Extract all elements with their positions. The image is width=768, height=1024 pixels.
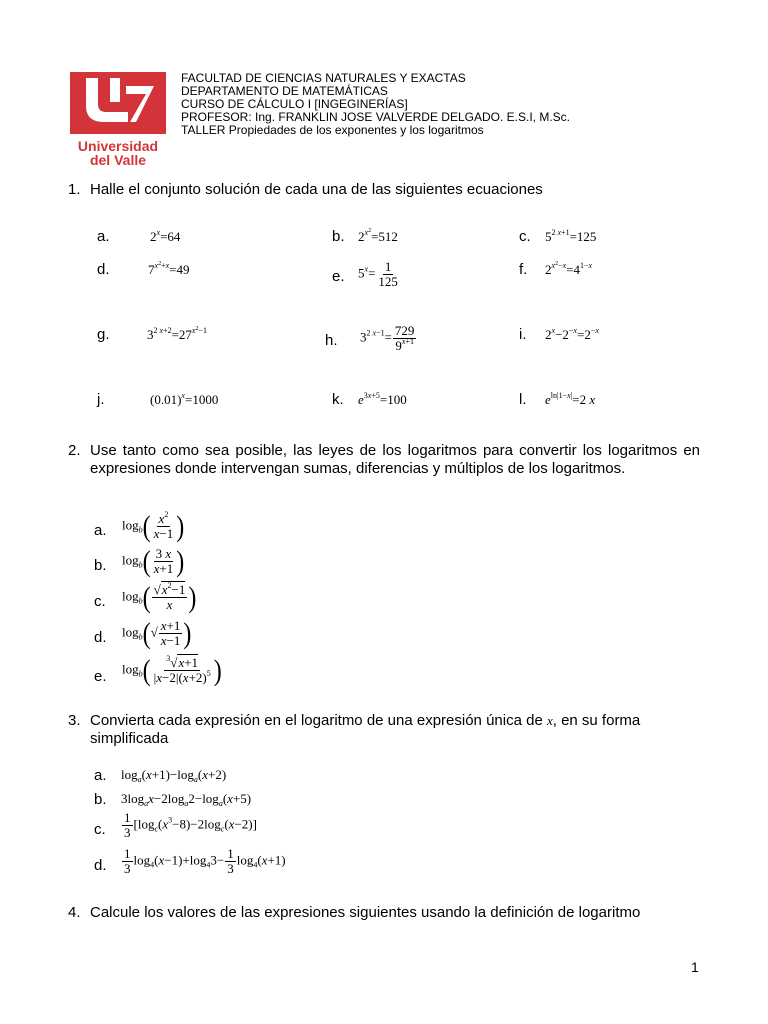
q1-eq-l: $e^{ln|1-x|}=2$ x [545,391,596,407]
q2-label-b: b. [94,557,107,574]
q2-label-a: a. [94,522,107,539]
q1-label-d: d. [97,261,110,278]
q2-expr-c: $\log_b$( $\frac{√x^2-1}{x}$ ) [122,581,197,614]
q1-label-f: f. [519,261,528,278]
q1-label-l: l. [519,391,527,408]
q1-eq-d: $7^{x^2+x}=49$ [148,261,190,277]
q1-eq-e: $5^x=$ $\frac{1}{125}$ [358,259,398,289]
q3-label-a: a. [94,767,107,784]
q3-text-before: Convierta cada expresión en el logaritmo de una expresión única de [90,712,547,729]
q2-expr-b: $\log_b$( $\frac{3 x}{x+1}$ ) [122,545,185,578]
page-number: 1 [691,959,699,975]
header-faculty: FACULTAD DE CIENCIAS NATURALES Y EXACTAS [181,71,466,85]
q1-eq-c: $5^{2 x+1}=125$ [545,228,597,244]
q1-number: 1. [68,181,81,198]
q3-expr-b: $3\log_ax-2\log_a2-\log_a(x+5)$ [121,791,252,808]
q1-eq-h: $3^{2 x-1}=$ $\frac{729}{9^{x+1}}$ [360,323,415,353]
q1-eq-k: $e^{3x+5}=100$ [358,391,407,407]
q3-label-b: b. [94,791,107,808]
q1-eq-f: $2^{x^2-x}=4^{1-x}$ [545,261,593,277]
q2-expr-e: $\log_b$( $\frac{^3√x+1}{|x-2|(x+2)^5}$ ) [122,654,222,687]
logo-emblem [70,72,166,134]
q3-label-d: d. [94,857,107,874]
university-logo [70,72,166,168]
q1-label-e: e. [332,268,345,285]
q1-eq-j: $(0.01)^x=1000$ [150,391,219,407]
logo-text-line2: del Valle [89,152,147,168]
q1-eq-g: $3^{2 x+2}=27^{x^2-1}$ [147,326,207,342]
header-department: DEPARTAMENTO DE MATEMÁTICAS [181,84,388,98]
q3-number: 3. [68,712,81,729]
header-workshop: TALLER Propiedades de los exponentes y los logaritmos [181,123,484,137]
header [181,72,570,137]
q2-label-e: e. [94,668,107,685]
q4-number: 4. [68,904,81,921]
q2-expr-a: $\log_b$( $\frac{x^2}{x-1}$ ) [122,510,185,543]
q3-var: x [546,713,553,728]
q3-text-after: , en su forma simplificada [90,712,641,747]
q1-eq-b: $2^{x^2}=512$ [358,228,398,244]
q2-label-c: c. [94,593,106,610]
q1-label-g: g. [97,326,110,343]
q3-label-c: c. [94,821,106,838]
q1-text: Halle el conjunto solución de cada una de las siguientes ecuaciones [90,181,543,198]
q1-label-j: j. [97,391,105,408]
q2-label-d: d. [94,629,107,646]
q2-text: Use tanto como sea posible, las leyes de los logaritmos para convertir los logaritmos en expresiones donde intervengan sumas, diferencias y múltiplos de los logaritmos. [90,442,700,477]
header-course: CURSO DE CÁLCULO I [INGEGINERÍAS] [181,97,408,111]
q4-text: Calcule los valores de las expresiones siguientes usando la definición de logaritmo [90,904,641,921]
q3-expr-d: $\frac{1}{3}$ $\log_4(x-1)+\log_43-$ $\frac{1}{3}$ $\log_4(x+1)$ [124,846,286,876]
q2-number: 2. [68,442,81,459]
q3-expr-a: $\log_a(x+1)-\log_a(x+2)$ [121,767,227,784]
q1-label-i: i. [519,326,527,343]
logo-text-line1: Universidad [77,138,159,154]
q1-label-h: h. [325,332,338,349]
q1-label-b: b. [332,228,345,245]
q1-eq-a: $2^x=64$ [150,228,181,244]
q2-expr-d: $\log_b(√$ $\frac{x+1}{x-1}$ ) [122,617,192,650]
q1-eq-i: $2^x-2^{-x}=2^{-x}$ [545,326,599,342]
q3-text [90,712,710,748]
q1-label-a: a. [97,228,110,245]
q1-label-k: k. [332,391,344,408]
header-professor: PROFESOR: Ing. FRANKLIN JOSE VALVERDE DELGADO. E.S.I, M.Sc. [181,110,570,124]
q3-expr-c: $\frac{1}{3}$ $[\log_c(x^3-8)-2\log_c(x-2)]$ [124,810,257,840]
q1-label-c: c. [519,228,531,245]
